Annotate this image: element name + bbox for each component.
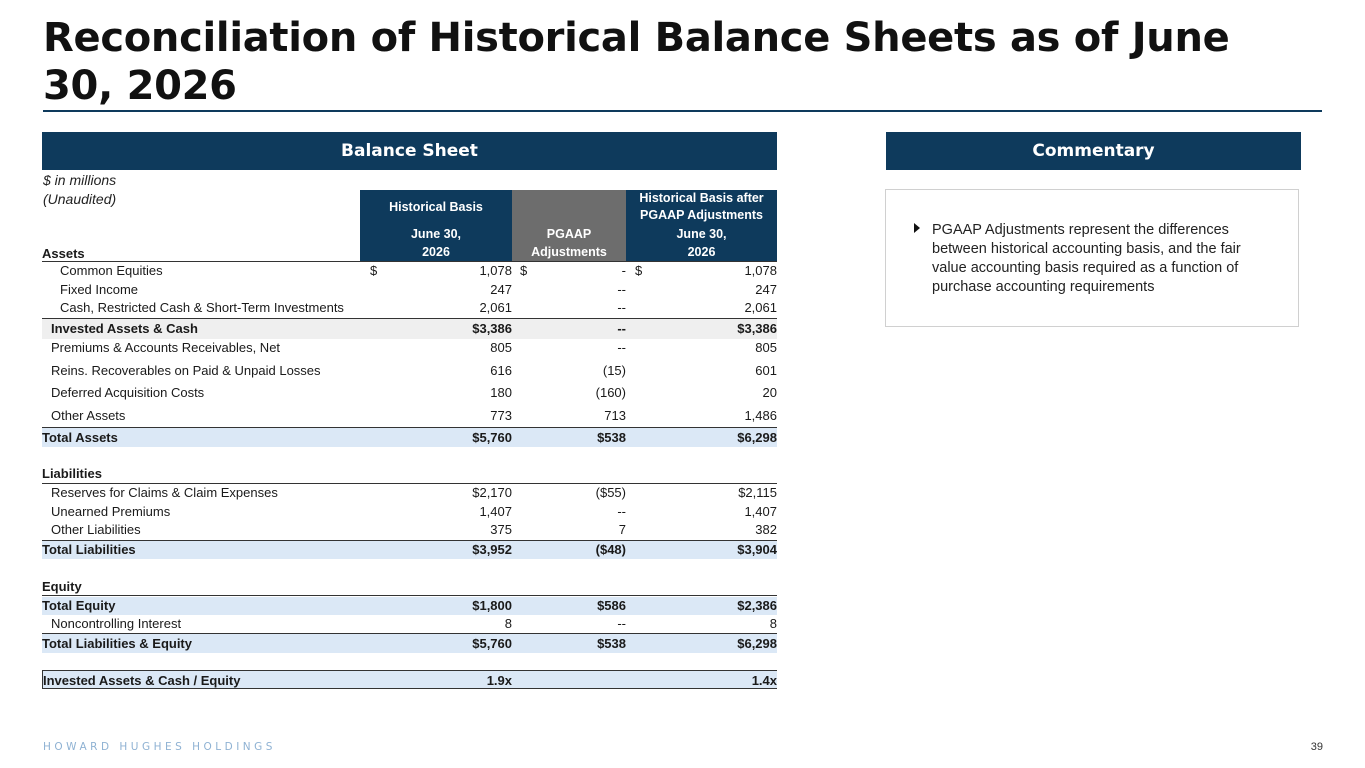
row-label: Reserves for Claims & Claim Expenses bbox=[51, 485, 278, 500]
historical-value: 247 bbox=[490, 282, 512, 297]
historical-value: $5,760 bbox=[472, 636, 512, 651]
currency-symbol: $ bbox=[370, 263, 378, 278]
row-label: Invested Assets & Cash / Equity bbox=[43, 673, 241, 688]
row-label: Total Assets bbox=[42, 430, 118, 445]
assets-section-label: Assets bbox=[42, 246, 85, 261]
after-value: $2,386 bbox=[737, 598, 777, 613]
after-header-line2: PGAAP Adjustments bbox=[640, 208, 763, 222]
table-row bbox=[42, 385, 777, 405]
table-row bbox=[42, 504, 777, 522]
assets-section-row bbox=[42, 244, 777, 262]
table-row bbox=[42, 408, 777, 427]
historical-value: 773 bbox=[490, 408, 512, 423]
liabilities-section-label: Liabilities bbox=[42, 466, 102, 481]
currency-symbol: $ bbox=[635, 263, 643, 278]
adjustment-value: $586 bbox=[597, 598, 626, 613]
adjustment-value: -- bbox=[617, 504, 626, 519]
table-row bbox=[42, 263, 777, 281]
after-value: 20 bbox=[762, 385, 777, 400]
commentary-bullet: PGAAP Adjustments represent the differences between historical accounting basis, and the fair value accounting basis required as a function of purchase accounting requirements bbox=[932, 222, 1241, 295]
row-label: Noncontrolling Interest bbox=[51, 616, 182, 631]
after-date-line2: 2026 bbox=[687, 245, 716, 259]
after-value: 601 bbox=[755, 363, 777, 378]
adjustment-value: (15) bbox=[602, 363, 626, 378]
historical-value: $3,386 bbox=[472, 321, 512, 336]
adjustment-value: 713 bbox=[604, 408, 626, 423]
total-assets-row bbox=[42, 427, 777, 447]
row-label: Other Liabilities bbox=[51, 522, 141, 537]
historical-value: 2,061 bbox=[479, 300, 512, 315]
adjustment-value: -- bbox=[617, 282, 626, 297]
adjustment-value: (160) bbox=[595, 385, 626, 400]
bullet-arrow-icon bbox=[914, 223, 920, 233]
after-value: 1,407 bbox=[744, 504, 777, 519]
total-liabilities-equity-row bbox=[42, 633, 777, 653]
adjustment-value: 7 bbox=[618, 522, 626, 537]
historical-value: 375 bbox=[490, 522, 512, 537]
historical-date-line2: 2026 bbox=[422, 245, 450, 259]
equity-section-row bbox=[42, 579, 777, 596]
total-equity-row bbox=[42, 597, 777, 615]
row-label: Deferred Acquisition Costs bbox=[51, 385, 205, 400]
after-value: 2,061 bbox=[744, 300, 777, 315]
after-value: $3,386 bbox=[737, 321, 777, 336]
table-row bbox=[42, 282, 777, 300]
adjustment-value: -- bbox=[617, 300, 626, 315]
row-label: Other Assets bbox=[51, 408, 126, 423]
after-value: 1,486 bbox=[744, 408, 777, 423]
table-row bbox=[42, 485, 777, 503]
historical-value: 805 bbox=[490, 340, 512, 355]
total-liabilities-row bbox=[42, 540, 777, 559]
after-header-line1: Historical Basis after bbox=[639, 191, 764, 205]
after-value: 382 bbox=[755, 522, 777, 537]
historical-value: $1,800 bbox=[472, 598, 512, 613]
table-row bbox=[42, 300, 777, 318]
commentary-box bbox=[885, 189, 1299, 327]
adjustment-value: ($48) bbox=[595, 542, 626, 557]
historical-value: $2,170 bbox=[472, 485, 512, 500]
after-value: $2,115 bbox=[738, 485, 777, 500]
currency-symbol: $ bbox=[520, 263, 528, 278]
row-label: Total Liabilities & Equity bbox=[42, 636, 192, 651]
table-row bbox=[42, 363, 777, 383]
equity-section-label: Equity bbox=[42, 579, 82, 594]
after-value: 1,078 bbox=[744, 263, 777, 278]
invested-assets-row bbox=[42, 318, 777, 339]
adjustment-value: -- bbox=[617, 616, 626, 631]
historical-value: 1,407 bbox=[479, 504, 512, 519]
footer-brand: HOWARD HUGHES HOLDINGS bbox=[43, 741, 276, 753]
table-row bbox=[42, 522, 777, 540]
historical-value: 180 bbox=[490, 385, 512, 400]
after-value: 8 bbox=[769, 616, 777, 631]
row-label: Reins. Recoverables on Paid & Unpaid Losses bbox=[51, 363, 321, 378]
table-row bbox=[42, 340, 777, 360]
adjustment-value: $538 bbox=[597, 636, 626, 651]
balance-sheet-header: Balance Sheet bbox=[42, 132, 777, 170]
unaudited-label: (Unaudited) bbox=[43, 191, 117, 207]
units-label: $ in millions bbox=[43, 172, 117, 188]
after-value: $6,298 bbox=[737, 636, 777, 651]
liabilities-section-row bbox=[42, 466, 777, 484]
historical-value: 1,078 bbox=[479, 263, 512, 278]
row-label: Unearned Premiums bbox=[51, 504, 171, 519]
row-label: Premiums & Accounts Receivables, Net bbox=[51, 340, 281, 355]
page-title: Reconciliation of Historical Balance Sheets as of June 30, 2026 bbox=[43, 15, 1230, 109]
title-divider bbox=[43, 110, 1322, 112]
historical-value: $3,952 bbox=[472, 542, 512, 557]
page-number: 39 bbox=[1310, 741, 1323, 753]
historical-date-line1: June 30, bbox=[410, 227, 462, 241]
after-date-line1: June 30, bbox=[676, 227, 727, 241]
historical-basis-header: Historical Basis bbox=[389, 200, 483, 214]
after-value: $3,904 bbox=[737, 542, 777, 557]
table-row bbox=[42, 616, 777, 633]
row-label: Invested Assets & Cash bbox=[51, 321, 198, 336]
after-value: 805 bbox=[755, 340, 777, 355]
row-label: Total Equity bbox=[42, 598, 116, 613]
adjustment-value: -- bbox=[617, 321, 626, 336]
pgaap-header-line1: PGAAP bbox=[546, 227, 592, 241]
ratio-row bbox=[42, 670, 777, 689]
commentary-header: Commentary bbox=[886, 132, 1301, 170]
after-value: 247 bbox=[755, 282, 777, 297]
adjustment-value: ($55) bbox=[595, 485, 626, 500]
row-label: Fixed Income bbox=[60, 282, 139, 297]
row-label: Total Liabilities bbox=[42, 542, 136, 557]
adjustment-value: - bbox=[621, 263, 626, 278]
historical-value: 616 bbox=[490, 363, 512, 378]
after-value: 1.4x bbox=[751, 673, 777, 688]
after-value: $6,298 bbox=[737, 430, 777, 445]
historical-value: 8 bbox=[504, 616, 512, 631]
historical-value: $5,760 bbox=[472, 430, 512, 445]
pgaap-header-line2: Adjustments bbox=[531, 245, 607, 259]
adjustment-value: -- bbox=[617, 340, 626, 355]
historical-value: 1.9x bbox=[486, 673, 512, 688]
row-label: Cash, Restricted Cash & Short-Term Investments bbox=[60, 300, 344, 315]
row-label: Common Equities bbox=[60, 263, 163, 278]
adjustment-value: $538 bbox=[597, 430, 626, 445]
